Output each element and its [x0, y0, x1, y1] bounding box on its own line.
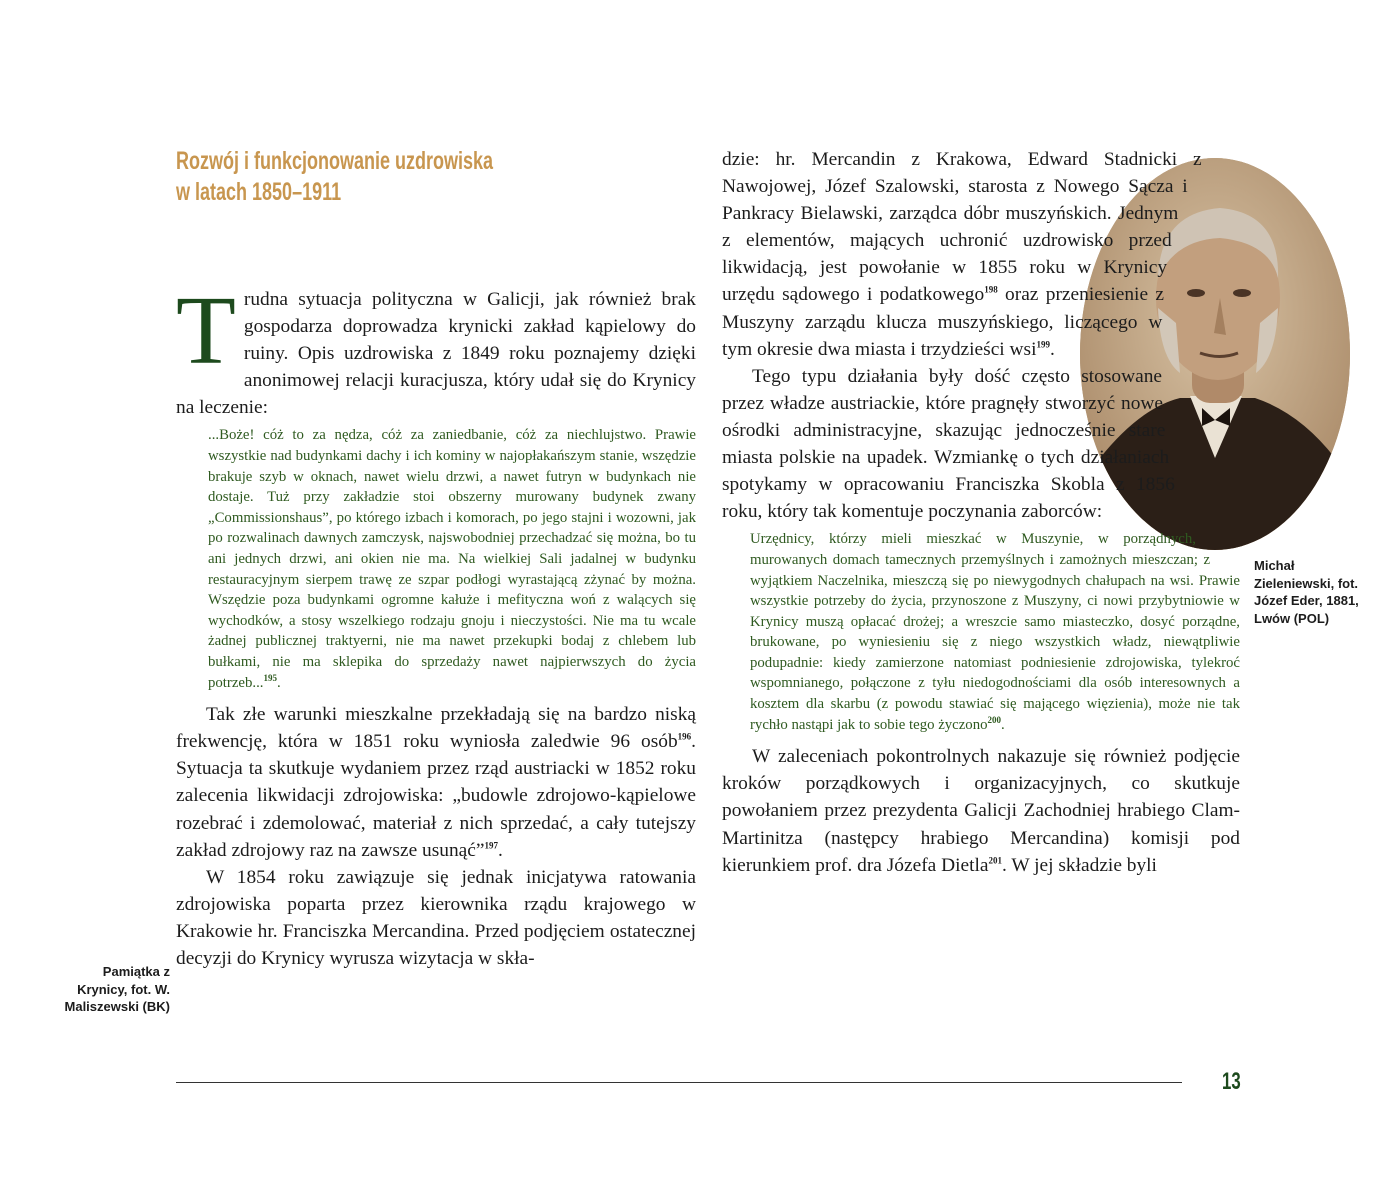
paragraph-text: . — [1049, 338, 1055, 360]
footnote-ref: 197 — [484, 840, 498, 851]
paragraph-text: . W jej składzie byli — [1002, 854, 1157, 876]
paragraph-text: Tak złe warunki mieszkalne przekładają się na bardzo niską frekwencję, która w 1851 roku wyniosła zaledwie 96 osób — [176, 704, 696, 753]
paragraph-text: rudna sytuacja polityczna w Galicji, jak również brak gospodarza doprowadza krynicki zakład kąpielowy do ruiny. Opis uzdrowiska z 1849 roku poznajemy dzięki anonimowej relacji kuracjusza, który udał się do Krynicy na leczenie: — [176, 289, 696, 419]
paragraph — [176, 864, 696, 972]
paragraph-text: . Sytuacja ta skutkuje wydaniem przez rząd austriacki w 1852 roku zalecenia likwidacji zdrojowiska: „budowle zdrojowo-kąpielowe rozebrać i zdemolować, materiał z nich sprzedać, a cały tutejszy zakład zdrojowy raz na zawsze usunąć” — [176, 731, 696, 861]
drop-cap: T — [176, 277, 236, 385]
quote-text: ...Boże! cóż to za nędza, cóż za zaniedbanie, cóż za niechlujstwo. Prawie wszystkie nad budynkami dachy i ich kominy w najopłakańszym stanie, wszędzie brakuje szyb w oknach, nawet wielu drzwi, a nawet futryn w budynkach nie dostaje. Tuż przy zakładzie stoi obszerny murowany budynek zwany „Commissionshaus”, po którego izbach i komorach, po jego stajni i wozowni, jak po rozwalinach dawnych zamczysk, najswobodniej przechadzać się można, bo tu ani jednych drzwi, ani okien nie ma. Na wielkiej Sali jadalnej w budynku restauracyjnym sierpem trawę ze szpar podłogi wyrastającą zżynać by można. Wszędzie poza budynkami ogromne kałuże i mefityczna woń z walących się wychodków, a stosy wszelkiego rodzaju gnoju i nieczystości. Nie ma tu wcale żadnej publicznej traktyerni, nie ma nawet przekupki bodaj z chlebem lub bułkami, nie ma sklepika do sprzedaży nawet najpierwszych do życia potrzeb... — [208, 427, 696, 691]
photo-caption: Michał Zieleniewski, fot. Józef Eder, 1881, Lwów (POL) — [1254, 558, 1359, 626]
quote-text: Urzędnicy, którzy mieli mieszkać w Muszynie, w porządnych, murowanych domach tamecznych przemyślnych i zamożnych mieszczan; z wyjątkiem Naczelnika, mieszczą się po niewygodnych chałupach na wsi. Prawie wszystkie potrzeby do życia, przynoszone z Muszyny, ci nowi przybytniowie w Krynicy muszą opłacać drożej; a wreszcie samo miasteczko, dosyć porządne, brukowane, po wyniesieniu się z niego wszystkich władz, niewątpliwie podupadnie: kiedy zamierzone natomiast podniesienie zdrojowiska, tylekroć wspomnianego, połączone z tyłu niedogodnościami dla osób interesownych a kosztem dla skarbu (z powodu stawiać się mającego więzienia), może nie tak rychło nastąpi jak to sobie tego życzono — [750, 531, 1240, 733]
paragraph-text: dzie: hr. Mercandin z Krakowa, Edward Stadnicki z Nawojowej, Józef Szalowski, starosta z Nowego Sącza i Pankracy Bielawski, zarządca dóbr muszyńskich. Jednym z elementów, mających uchronić uzdrowisko przed likwidacją, jest powołanie w 1855 roku w Krynicy urzędu sądowego i podatkowego — [722, 149, 1202, 306]
footnote-ref: 196 — [677, 731, 692, 742]
paragraph-text: W zaleceniach pokontrolnych nakazuje się również podjęcie kroków porządkowych i organizacyjnych, co skutkuje powołaniem przez prezydenta Galicji Zachodniej hrabiego Clam-Martinitza (następcy hrabiego Mercandina) komisji pod kierunkiem prof. dra Józefa Dietla — [722, 746, 1240, 876]
footnote-ref: 200 — [987, 714, 1002, 725]
chapter-heading — [176, 146, 494, 208]
paragraph-text: oraz przeniesienie z Muszyny zarządu klucza muszyńskiego, liczącego w tym okresie dwa miasta i trzydzieści wsi — [722, 284, 1165, 360]
block-quote: Urzędnicy, którzy mieli mieszkać w Muszynie, w porządnych, murowanych domach tamecznych przemyślnych i zamożnych mieszczan; z wyjątkiem Naczelnika, mieszczą się po niewygodnych chałupach na wsi. Prawie wszystkie potrzeby do życia, przynoszone z Muszyny, ci nowi przybytniowie w Krynicy muszą opłacać drożej; a wreszcie samo miasteczko, dosyć porządne, brukowane, po wyniesieniu się z niego wszystkich władz, niewątpliwie podupadnie: kiedy zamierzone natomiast podniesienie zdrojowiska, tylekroć wspomnianego, połączone z tyłu niedogodnościami dla osób interesownych a kosztem dla skarbu (z powodu stawiać się mającego więzienia), może nie tak rychło nastąpi jak to sobie tego życzono$^{200}$. — [750, 531, 1240, 733]
paragraph — [722, 743, 1240, 878]
paragraph-text: Tego typu działania były dość często stosowane przez władze austriackie, które pragnęły stworzyć nowe ośrodki administracyjne, skazując jednocześnie stare miasta polskie na upadek. Wzmiankę o tych działaniach spotykamy w opracowaniu Franciszka Skobla z 1856 roku, który tak komentuje poczynania zaborców: — [722, 365, 1175, 523]
paragraph-text: W 1854 roku zawiązuje się jednak inicjatywa ratowania zdrojowiska poparta przez kierownika rządu krajowego w Krakowie hr. Franciszka Mercandina. Przed podjęciem ostatecznej decyzji do Krynicy wyrusza wizytacja w skła- — [176, 866, 696, 970]
footer-rule — [176, 1082, 1182, 1083]
margin-caption: Pamiątka z Krynicy, fot. W. Maliszewski (BK) — [64, 964, 170, 1014]
paragraph — [176, 277, 696, 421]
footnote-ref: 199 — [1036, 339, 1050, 350]
footnote-ref: 201 — [988, 855, 1003, 866]
paragraph — [176, 701, 696, 864]
page-number: 13 — [1222, 1068, 1241, 1095]
footnote-ref: 198 — [984, 285, 998, 295]
paragraph-text: . — [497, 839, 503, 861]
right-column — [722, 146, 1240, 879]
block-quote: ...Boże! cóż to za nędza, cóż za zaniedbanie, cóż za niechlujstwo. Prawie wszystkie nad budynkami dachy i ich kominy w najopłakańszym stanie, wszędzie brakuje szyb w oknach, nawet wielu drzwi, a nawet futryn w budynkach nie dostaje. Tuż przy zakładzie stoi obszerny murowany budynek zwany „Commissionshaus”, po którego izbach i komorach, po jego stajni i wozowni, jak po rozwalinach dawnych zamczysk, najswobodniej przechadzać się można, bo tu ani jednych drzwi, ani okien nie ma. Na wielkiej Sali jadalnej w budynku restauracyjnym sierpem trawę ze szpar podłogi wyrastającą zżynać by można. Wszędzie poza budynkami ogromne kałuże i mefityczna woń z walących się wychodków, a stosy wszelkiego rodzaju gnoju i nieczystości. Nie ma tu wcale żadnej publicznej traktyerni, nie ma nawet przekupki bodaj z chlebem lub bułkami, nie ma sklepika do sprzedaży nawet najpierwszych do życia potrzeb...$^{195}$. — [208, 427, 696, 691]
left-column — [176, 277, 696, 972]
heading-line-2: w latach 1850–1911 — [176, 178, 342, 206]
heading-line-1: Rozwój i funkcjonowanie uzdrowiska — [176, 147, 494, 175]
paragraph — [722, 146, 1240, 363]
footnote-ref: 195 — [263, 672, 277, 683]
